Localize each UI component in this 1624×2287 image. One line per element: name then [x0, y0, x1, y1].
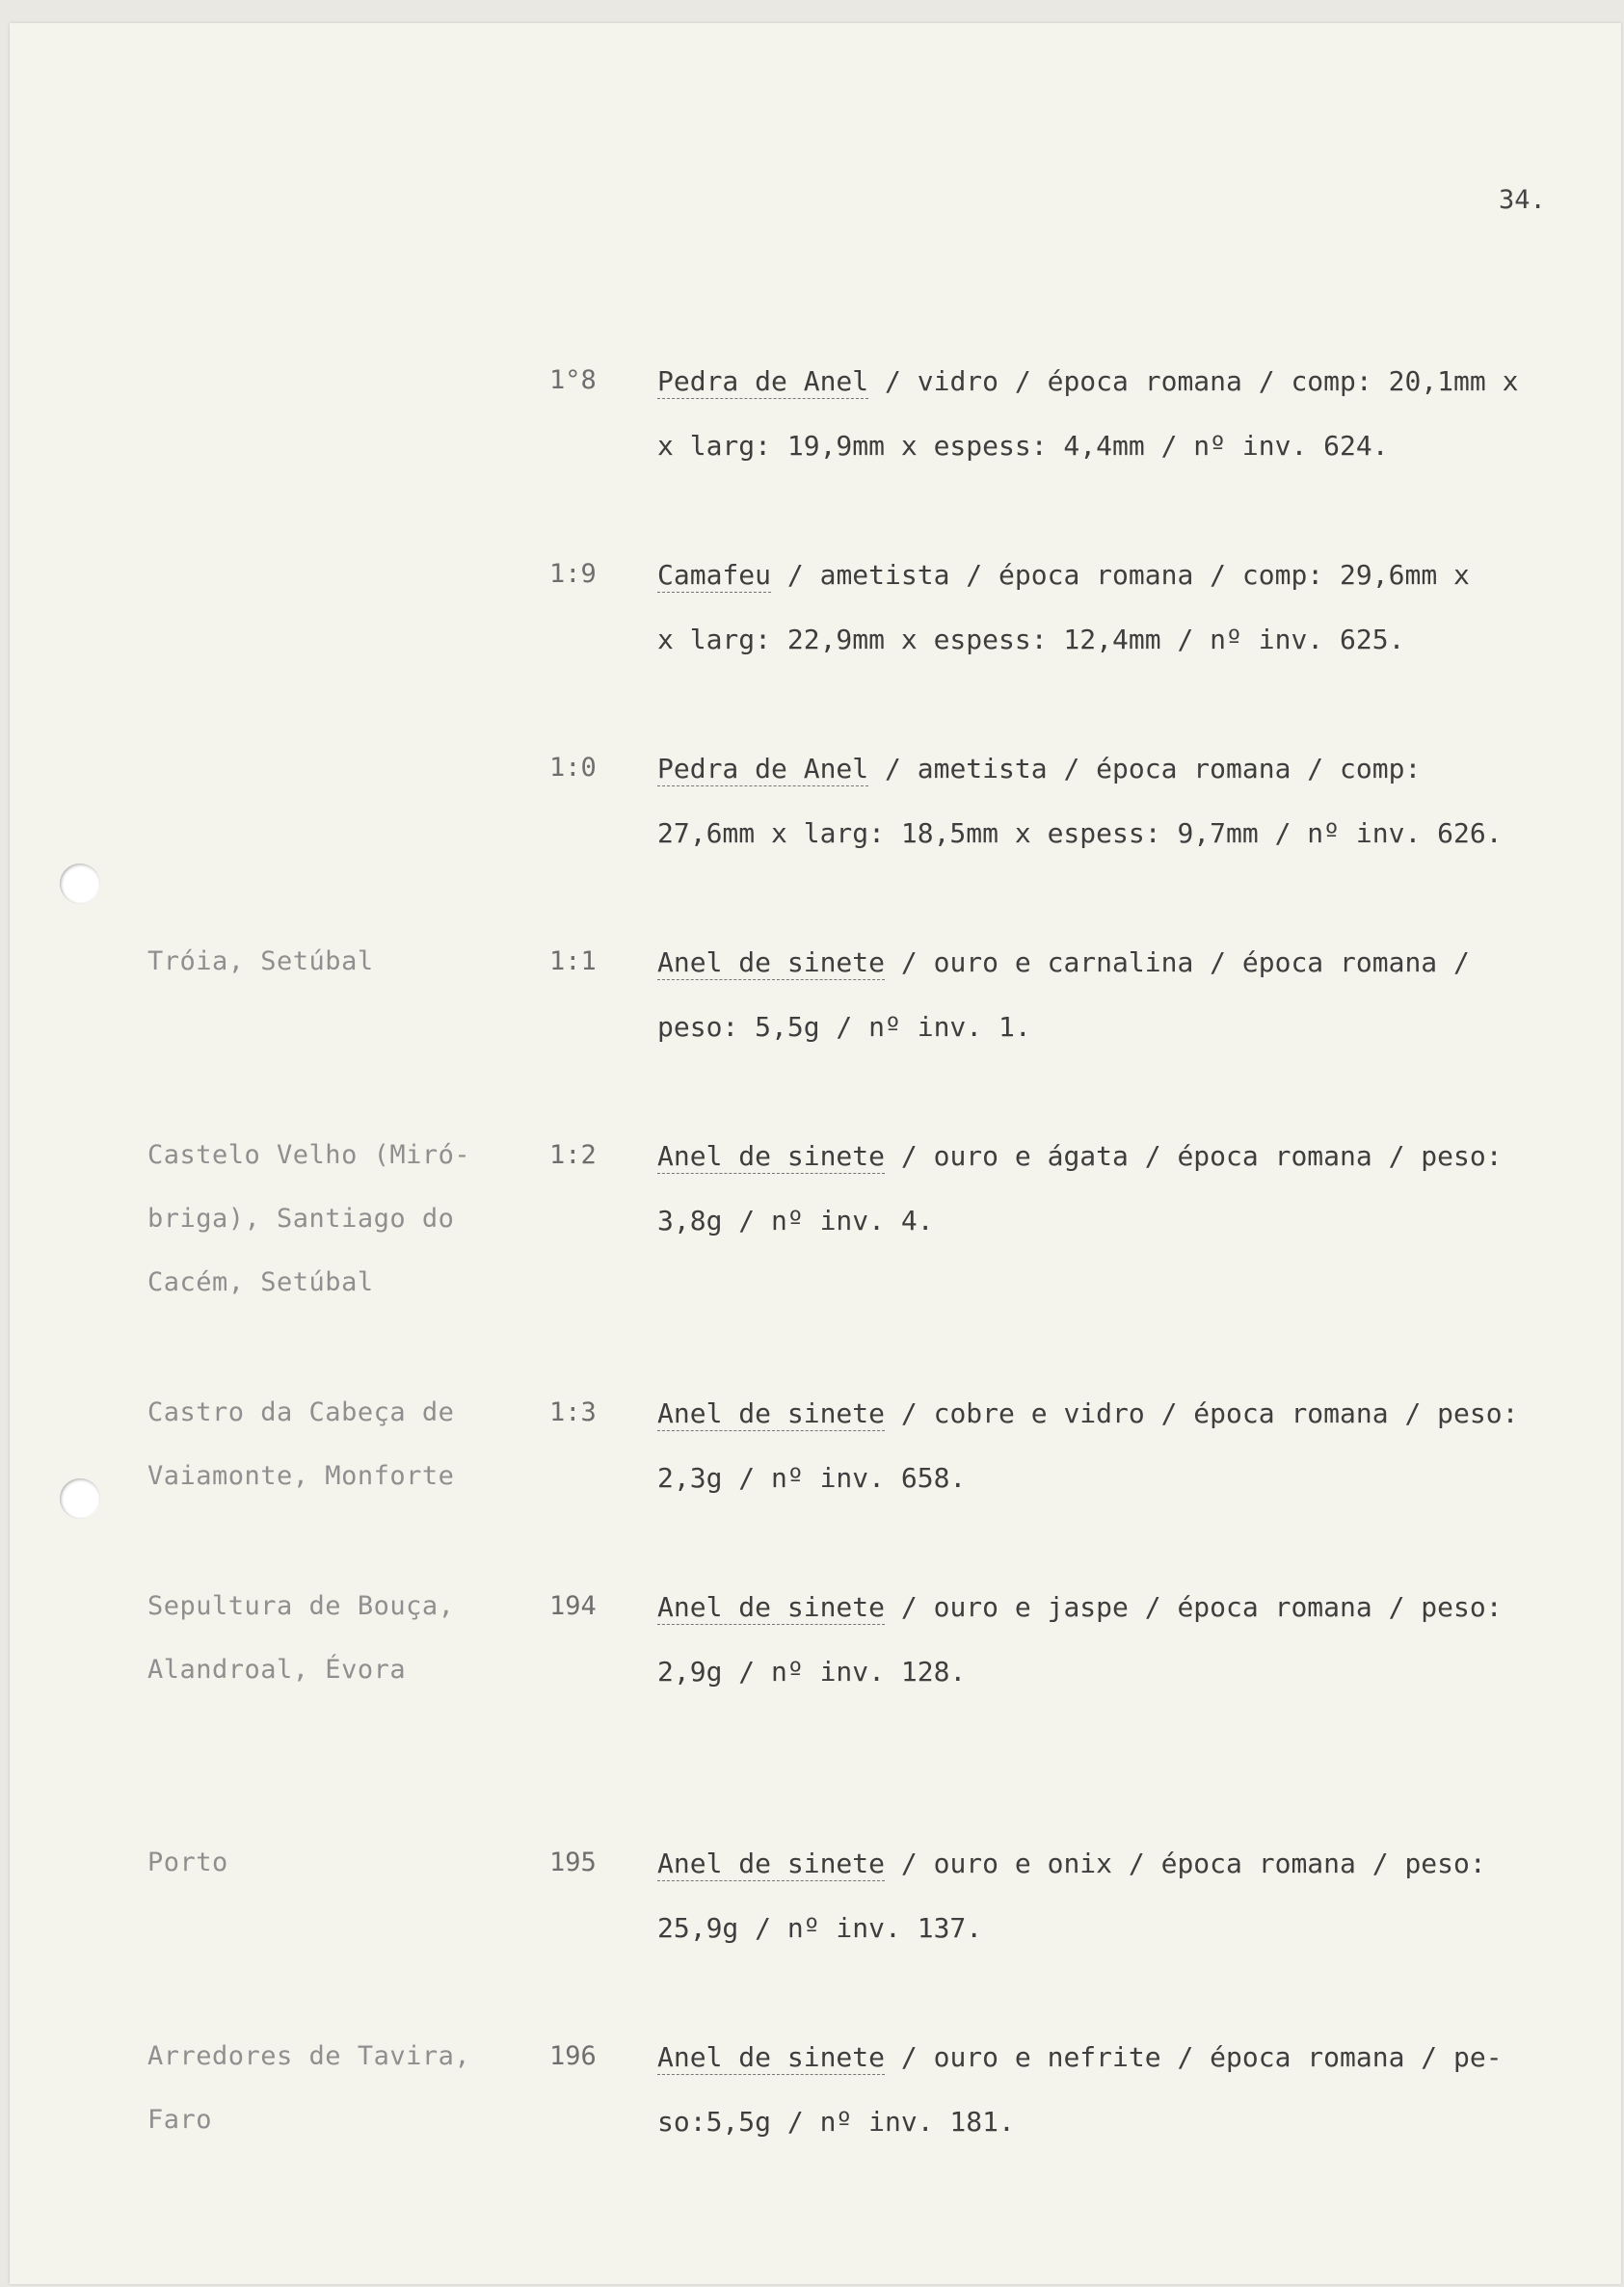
- entry-number: 1:9: [549, 559, 597, 589]
- entry-number: 1°8: [549, 365, 597, 395]
- entry-description: [657, 2025, 1520, 2154]
- location-line: Sepultura de Bouça,: [147, 1591, 455, 1621]
- find-location: [147, 930, 494, 994]
- entry-details-continued: 2,9g / nº inv. 128.: [657, 1656, 967, 1688]
- entry-details-continued: 3,8g / nº inv. 4.: [657, 1205, 934, 1237]
- entry-title: Anel de sinete: [657, 946, 886, 978]
- entry-details: / ouro e carnalina / época romana /: [885, 946, 1470, 978]
- entry-title: Anel de sinete: [657, 1848, 886, 1879]
- entry-number: 195: [549, 1848, 597, 1877]
- entry-description: [657, 349, 1520, 478]
- entry-description: [657, 1124, 1520, 1253]
- entry-details-continued: 2,3g / nº inv. 658.: [657, 1462, 967, 1494]
- entry-number: 1:2: [549, 1140, 597, 1170]
- entry-title: Camafeu: [657, 559, 772, 591]
- find-location: [147, 1381, 494, 1508]
- entry-details: / cobre e vidro / época romana / peso:: [885, 1397, 1519, 1429]
- location-line: Faro: [147, 2105, 213, 2135]
- entry-title: Anel de sinete: [657, 1397, 886, 1429]
- entry-number: 196: [549, 2041, 597, 2071]
- entry-details-continued: 27,6mm x larg: 18,5mm x espess: 9,7mm / nº inv. 626.: [657, 817, 1503, 849]
- punch-hole-bottom: [60, 1478, 100, 1519]
- entry-details-continued: x larg: 22,9mm x espess: 12,4mm / nº inv. 625.: [657, 624, 1405, 655]
- page-number: 34.: [1499, 185, 1546, 215]
- entry-title: Pedra de Anel: [657, 753, 869, 784]
- entry-details-continued: 25,9g / nº inv. 137.: [657, 1912, 983, 1944]
- entry-title: Pedra de Anel: [657, 365, 869, 397]
- entry-number: 194: [549, 1591, 597, 1621]
- entry-details: / ametista / época romana / comp:: [868, 753, 1422, 784]
- location-line: Vaiamonte, Monforte: [147, 1461, 455, 1491]
- find-location: [147, 1831, 494, 1895]
- document-page: [10, 23, 1621, 2284]
- punch-hole-top: [60, 864, 100, 904]
- location-line: Arredores de Tavira,: [147, 2041, 471, 2071]
- entry-details-continued: peso: 5,5g / nº inv. 1.: [657, 1011, 1031, 1043]
- location-line: briga), Santiago do: [147, 1204, 455, 1234]
- entry-title: Anel de sinete: [657, 1591, 886, 1623]
- entry-details: / ouro e onix / época romana / peso:: [885, 1848, 1486, 1879]
- entry-details-continued: x larg: 19,9mm x espess: 4,4mm / nº inv. 624.: [657, 430, 1389, 462]
- location-line: Cacém, Setúbal: [147, 1267, 374, 1297]
- entry-details: / ouro e ágata / época romana / peso:: [885, 1140, 1503, 1172]
- entry-description: [657, 736, 1520, 865]
- location-line: Tróia, Setúbal: [147, 946, 374, 976]
- entry-details: / ouro e jaspe / época romana / peso:: [885, 1591, 1503, 1623]
- entry-title: Anel de sinete: [657, 2041, 886, 2073]
- entry-description: [657, 543, 1520, 672]
- entry-number: 1:0: [549, 753, 597, 783]
- entry-details: / ametista / época romana / comp: 29,6mm x: [771, 559, 1470, 591]
- entry-details: / vidro / época romana / comp: 20,1mm x: [868, 365, 1519, 397]
- entry-number: 1:3: [549, 1397, 597, 1427]
- entry-number: 1:1: [549, 946, 597, 976]
- entry-details-continued: so:5,5g / nº inv. 181.: [657, 2106, 1015, 2138]
- entry-description: [657, 930, 1520, 1059]
- find-location: [147, 1124, 494, 1315]
- location-line: Castelo Velho (Miró-: [147, 1140, 471, 1170]
- find-location: [147, 2025, 494, 2152]
- entry-title: Anel de sinete: [657, 1140, 886, 1172]
- entry-details: / ouro e nefrite / época romana / pe-: [885, 2041, 1503, 2073]
- find-location: [147, 1575, 494, 1702]
- entry-description: [657, 1575, 1520, 1704]
- location-line: Castro da Cabeça de: [147, 1397, 455, 1427]
- location-line: Alandroal, Évora: [147, 1655, 407, 1685]
- location-line: Porto: [147, 1848, 228, 1877]
- entry-description: [657, 1381, 1520, 1510]
- entry-description: [657, 1831, 1520, 1960]
